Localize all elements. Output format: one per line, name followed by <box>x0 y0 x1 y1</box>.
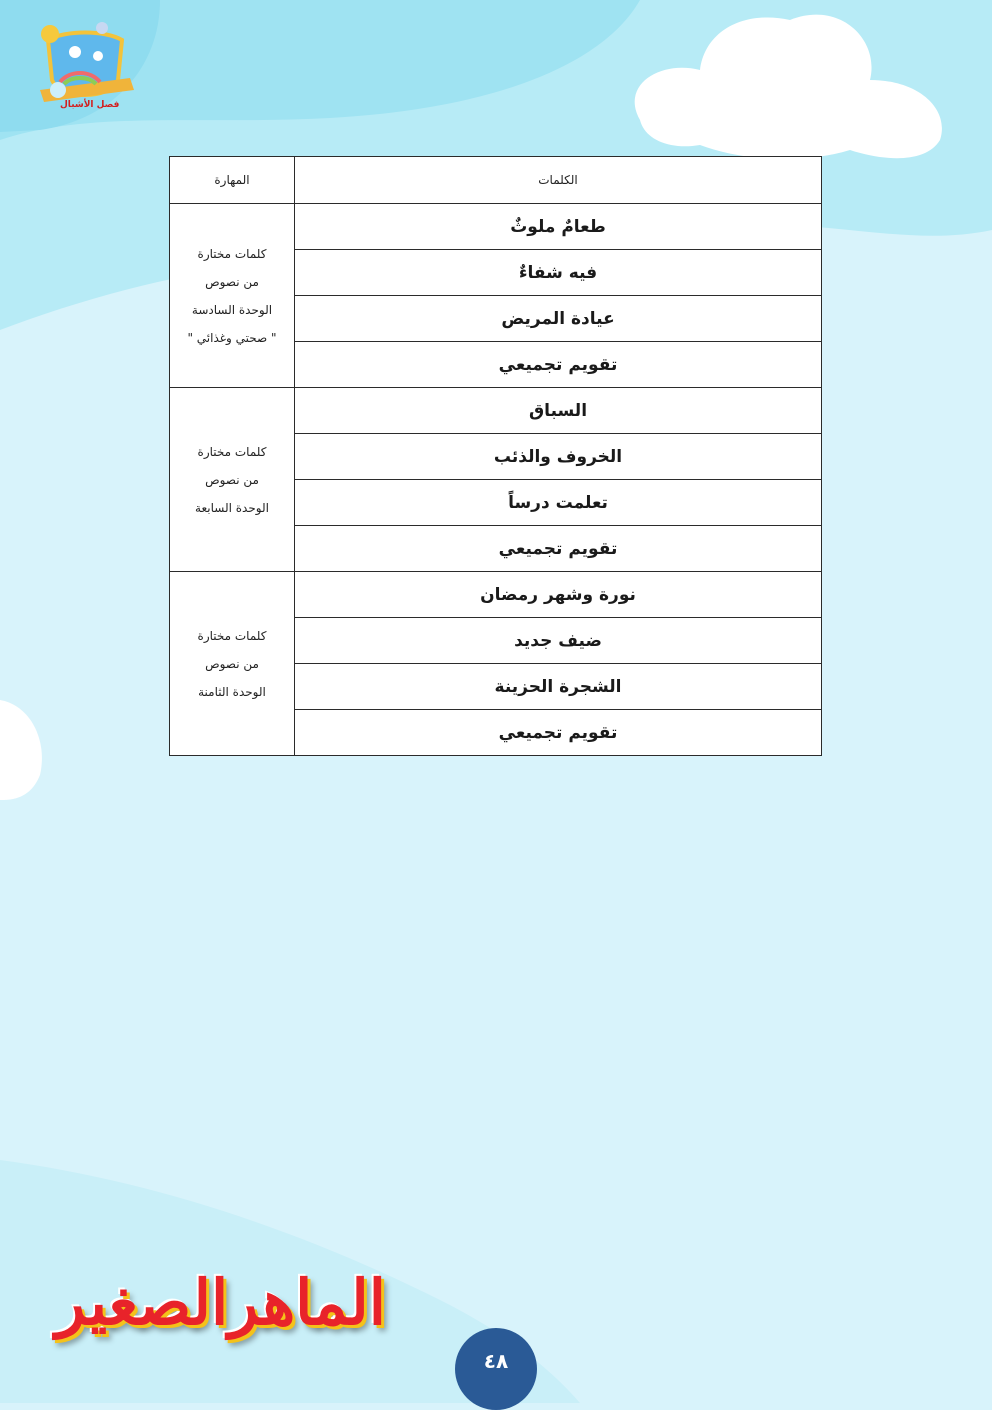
logo-emblem-icon <box>30 20 140 120</box>
skill-line: الوحدة السابعة <box>195 500 269 515</box>
word-cell: الخروف والذئب <box>295 434 822 480</box>
table-row <box>170 388 822 434</box>
skill-line: من نصوص <box>205 472 259 487</box>
brand-title: الماهرالصغير <box>55 1266 386 1339</box>
skill-line: الوحدة السادسة <box>191 302 273 317</box>
table-header-row <box>170 157 822 204</box>
word-cell: الشجرة الحزينة <box>295 664 822 710</box>
skill-cell-unit-6 <box>170 204 295 388</box>
skill-cell-unit-8 <box>170 572 295 756</box>
skill-line: الوحدة الثامنة <box>198 684 266 699</box>
page-number-badge <box>455 1328 537 1410</box>
page-number: ٤٨ <box>483 1349 509 1373</box>
logo-text: فصل الأشبال <box>60 100 120 110</box>
skill-cell-unit-7 <box>170 388 295 572</box>
skill-line: " صحتي وغذائي " <box>187 330 277 345</box>
word-cell: نورة وشهر رمضان <box>295 572 822 618</box>
word-cell: تقويم تجميعي <box>295 526 822 572</box>
word-cell: طعامٌ ملوثٌ <box>295 204 822 250</box>
word-cell: ضيف جديد <box>295 618 822 664</box>
skills-words-table <box>169 156 822 756</box>
table-row <box>170 204 822 250</box>
word-cell: تعلمت درساً <box>295 480 822 526</box>
word-cell: السباق <box>295 388 822 434</box>
skill-line: كلمات مختارة <box>197 246 267 261</box>
word-cell: فيه شفاءٌ <box>295 250 822 296</box>
skill-line: كلمات مختارة <box>197 444 267 459</box>
word-cell: عيادة المريض <box>295 296 822 342</box>
skill-line: من نصوص <box>205 656 259 671</box>
skill-line: كلمات مختارة <box>197 628 267 643</box>
header-skill: المهارة <box>170 157 295 204</box>
skill-line: من نصوص <box>205 274 259 289</box>
table-row <box>170 572 822 618</box>
word-cell: تقويم تجميعي <box>295 342 822 388</box>
header-words: الكلمات <box>295 157 822 204</box>
word-cell: تقويم تجميعي <box>295 710 822 756</box>
